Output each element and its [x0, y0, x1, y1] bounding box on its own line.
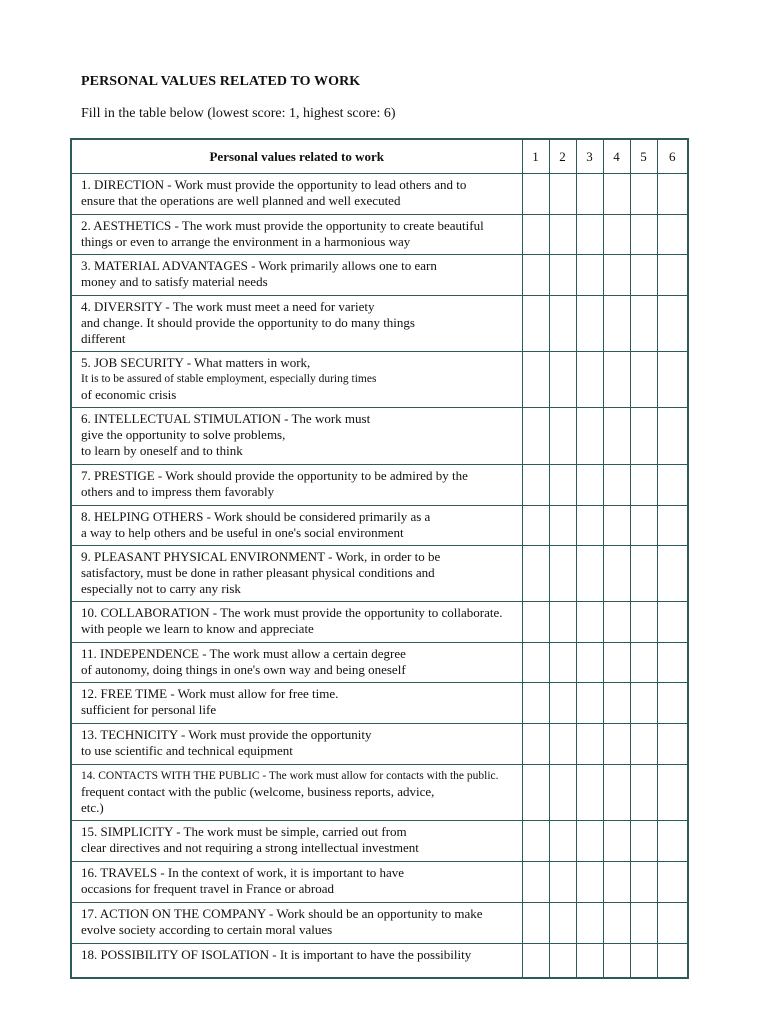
value-description-line: 5. JOB SECURITY - What matters in work, — [81, 355, 311, 370]
score-cell-1[interactable] — [522, 724, 549, 765]
score-cell-2[interactable] — [549, 862, 576, 903]
value-description-line: satisfactory, must be done in rather pleasant physical conditions and — [81, 565, 435, 580]
score-cell-4[interactable] — [603, 546, 630, 602]
value-description — [71, 255, 522, 296]
table-row — [71, 944, 688, 978]
table-row — [71, 296, 688, 352]
value-description-line: others and to impress them favorably — [81, 484, 275, 499]
value-description — [71, 215, 522, 255]
score-cell-4[interactable] — [603, 465, 630, 506]
value-description — [71, 765, 522, 821]
value-description — [71, 643, 522, 683]
table-row — [71, 465, 688, 506]
score-cell-1[interactable] — [522, 602, 549, 643]
value-description — [71, 465, 522, 506]
score-cell-4[interactable] — [603, 862, 630, 903]
score-cell-6[interactable] — [657, 821, 688, 862]
score-cell-3[interactable] — [576, 862, 603, 903]
value-description — [71, 408, 522, 465]
score-cell-2[interactable] — [549, 506, 576, 546]
score-cell-3[interactable] — [576, 683, 603, 724]
table-row — [71, 215, 688, 255]
score-cell-1[interactable] — [522, 821, 549, 862]
score-cell-2[interactable] — [549, 903, 576, 944]
table-row — [71, 821, 688, 862]
value-description-line: 3. MATERIAL ADVANTAGES - Work primarily allows one to earn — [81, 258, 437, 273]
value-description-line: It is to be assured of stable employment, especially during times — [81, 373, 377, 385]
score-cell-5[interactable] — [630, 465, 657, 506]
table-row — [71, 174, 688, 215]
score-cell-1[interactable] — [522, 683, 549, 724]
score-cell-5[interactable] — [630, 765, 657, 821]
score-cell-4[interactable] — [603, 255, 630, 296]
score-cell-3[interactable] — [576, 408, 603, 465]
value-description-line: 1. DIRECTION - Work must provide the opportunity to lead others and to — [81, 177, 467, 192]
score-cell-4[interactable] — [603, 174, 630, 215]
score-cell-1[interactable] — [522, 465, 549, 506]
value-description-line: 12. FREE TIME - Work must allow for free time. — [81, 686, 339, 701]
column-header-score-3: 3 — [576, 139, 603, 174]
score-cell-2[interactable] — [549, 465, 576, 506]
score-cell-1[interactable] — [522, 643, 549, 683]
value-description-line: 11. INDEPENDENCE - The work must allow a certain degree — [81, 646, 406, 661]
value-description-line: occasions for frequent travel in France or abroad — [81, 881, 335, 896]
value-description-line: 8. HELPING OTHERS - Work should be considered primarily as a — [81, 509, 431, 524]
score-cell-4[interactable] — [603, 506, 630, 546]
score-cell-2[interactable] — [549, 174, 576, 215]
score-cell-6[interactable] — [657, 296, 688, 352]
score-cell-4[interactable] — [603, 944, 630, 978]
score-cell-3[interactable] — [576, 546, 603, 602]
score-cell-4[interactable] — [603, 215, 630, 255]
value-description — [71, 903, 522, 944]
score-cell-3[interactable] — [576, 765, 603, 821]
score-cell-6[interactable] — [657, 724, 688, 765]
value-description-line: evolve society according to certain moral values — [81, 922, 333, 937]
value-description-line: clear directives and not requiring a strong intellectual investment — [81, 840, 419, 855]
score-cell-4[interactable] — [603, 724, 630, 765]
column-header-score-1: 1 — [522, 139, 549, 174]
score-cell-1[interactable] — [522, 174, 549, 215]
score-cell-6[interactable] — [657, 255, 688, 296]
score-cell-4[interactable] — [603, 643, 630, 683]
column-header-score-6: 6 — [657, 139, 688, 174]
value-description-line: 6. INTELLECTUAL STIMULATION - The work must — [81, 411, 371, 426]
value-description-line: 14. CONTACTS WITH THE PUBLIC - The work must allow for contacts with the public. — [81, 770, 499, 782]
value-description-line: and change. It should provide the opportunity to do many things — [81, 315, 415, 330]
score-cell-3[interactable] — [576, 821, 603, 862]
score-cell-5[interactable] — [630, 862, 657, 903]
score-cell-6[interactable] — [657, 602, 688, 643]
table-row — [71, 602, 688, 643]
score-cell-5[interactable] — [630, 506, 657, 546]
value-description-line: 16. TRAVELS - In the context of work, it is important to have — [81, 865, 405, 880]
value-description-line: 9. PLEASANT PHYSICAL ENVIRONMENT - Work, in order to be — [81, 549, 441, 564]
column-header-score-4: 4 — [603, 139, 630, 174]
value-description-line: frequent contact with the public (welcome, business reports, advice, — [81, 784, 435, 799]
column-header-score-5: 5 — [630, 139, 657, 174]
value-description — [71, 174, 522, 215]
table-row — [71, 408, 688, 465]
score-cell-6[interactable] — [657, 352, 688, 408]
score-cell-5[interactable] — [630, 546, 657, 602]
value-description-line: 2. AESTHETICS - The work must provide the opportunity to create beautiful — [81, 218, 484, 233]
score-cell-1[interactable] — [522, 408, 549, 465]
score-cell-3[interactable] — [576, 465, 603, 506]
value-description-line: etc.) — [81, 800, 104, 815]
column-header-score-2: 2 — [549, 139, 576, 174]
score-cell-5[interactable] — [630, 174, 657, 215]
score-cell-6[interactable] — [657, 944, 688, 978]
score-cell-4[interactable] — [603, 683, 630, 724]
table-row — [71, 352, 688, 408]
score-cell-6[interactable] — [657, 465, 688, 506]
score-cell-2[interactable] — [549, 546, 576, 602]
score-cell-5[interactable] — [630, 821, 657, 862]
value-description-line: 17. ACTION ON THE COMPANY - Work should be an opportunity to make — [81, 906, 483, 921]
score-cell-6[interactable] — [657, 643, 688, 683]
score-cell-2[interactable] — [549, 683, 576, 724]
score-cell-3[interactable] — [576, 724, 603, 765]
table-row — [71, 255, 688, 296]
score-cell-3[interactable] — [576, 352, 603, 408]
table-row — [71, 683, 688, 724]
value-description-line: to learn by oneself and to think — [81, 443, 243, 458]
table-row — [71, 643, 688, 683]
value-description — [71, 724, 522, 765]
score-cell-3[interactable] — [576, 296, 603, 352]
score-cell-3[interactable] — [576, 215, 603, 255]
score-cell-3[interactable] — [576, 643, 603, 683]
value-description-line: money and to satisfy material needs — [81, 274, 268, 289]
score-cell-5[interactable] — [630, 602, 657, 643]
score-cell-1[interactable] — [522, 352, 549, 408]
value-description — [71, 862, 522, 903]
score-cell-4[interactable] — [603, 903, 630, 944]
score-cell-5[interactable] — [630, 643, 657, 683]
score-cell-5[interactable] — [630, 352, 657, 408]
score-cell-1[interactable] — [522, 506, 549, 546]
score-cell-6[interactable] — [657, 215, 688, 255]
score-cell-5[interactable] — [630, 255, 657, 296]
score-cell-2[interactable] — [549, 724, 576, 765]
score-cell-1[interactable] — [522, 296, 549, 352]
score-cell-4[interactable] — [603, 408, 630, 465]
score-cell-6[interactable] — [657, 765, 688, 821]
value-description-line: especially not to carry any risk — [81, 581, 241, 596]
score-cell-3[interactable] — [576, 255, 603, 296]
value-description — [71, 683, 522, 724]
value-description — [71, 821, 522, 862]
table-row — [71, 724, 688, 765]
table-row — [71, 765, 688, 821]
score-cell-2[interactable] — [549, 821, 576, 862]
score-cell-4[interactable] — [603, 821, 630, 862]
score-cell-1[interactable] — [522, 255, 549, 296]
values-table — [70, 138, 689, 979]
value-description-line: 4. DIVERSITY - The work must meet a need for variety — [81, 299, 375, 314]
table-row — [71, 862, 688, 903]
score-cell-2[interactable] — [549, 352, 576, 408]
table-row — [71, 903, 688, 944]
value-description-line: of autonomy, doing things in one's own way and being oneself — [81, 662, 406, 677]
score-cell-3[interactable] — [576, 602, 603, 643]
value-description-line: a way to help others and be useful in one's social environment — [81, 525, 404, 540]
score-cell-2[interactable] — [549, 296, 576, 352]
value-description-line: 10. COLLABORATION - The work must provide the opportunity to collaborate. — [81, 605, 503, 620]
score-cell-2[interactable] — [549, 765, 576, 821]
score-cell-5[interactable] — [630, 944, 657, 978]
table-row — [71, 546, 688, 602]
value-description-line: ensure that the operations are well planned and well executed — [81, 193, 401, 208]
score-cell-1[interactable] — [522, 546, 549, 602]
value-description-line: different — [81, 331, 126, 346]
table-body — [71, 174, 688, 978]
score-cell-2[interactable] — [549, 255, 576, 296]
value-description — [71, 546, 522, 602]
value-description — [71, 296, 522, 352]
value-description — [71, 944, 522, 978]
score-cell-6[interactable] — [657, 174, 688, 215]
score-cell-5[interactable] — [630, 683, 657, 724]
score-cell-1[interactable] — [522, 765, 549, 821]
score-cell-6[interactable] — [657, 683, 688, 724]
score-cell-5[interactable] — [630, 903, 657, 944]
value-description-line: with people we learn to know and appreciate — [81, 621, 314, 636]
score-cell-2[interactable] — [549, 944, 576, 978]
score-cell-3[interactable] — [576, 174, 603, 215]
score-cell-5[interactable] — [630, 215, 657, 255]
score-cell-4[interactable] — [603, 296, 630, 352]
score-cell-5[interactable] — [630, 724, 657, 765]
column-header-values: Personal values related to work — [71, 139, 522, 174]
value-description-line: to use scientific and technical equipment — [81, 743, 293, 758]
page-title: PERSONAL VALUES RELATED TO WORK — [81, 74, 361, 89]
score-cell-2[interactable] — [549, 408, 576, 465]
score-cell-2[interactable] — [549, 215, 576, 255]
score-cell-3[interactable] — [576, 944, 603, 978]
value-description — [71, 506, 522, 546]
value-description — [71, 352, 522, 408]
score-cell-2[interactable] — [549, 602, 576, 643]
value-description-line: give the opportunity to solve problems, — [81, 427, 286, 442]
value-description-line: 18. POSSIBILITY OF ISOLATION - It is important to have the possibility — [81, 947, 472, 962]
score-cell-4[interactable] — [603, 765, 630, 821]
score-cell-1[interactable] — [522, 215, 549, 255]
score-cell-6[interactable] — [657, 506, 688, 546]
score-cell-1[interactable] — [522, 903, 549, 944]
score-cell-6[interactable] — [657, 546, 688, 602]
score-cell-3[interactable] — [576, 506, 603, 546]
score-cell-1[interactable] — [522, 862, 549, 903]
score-cell-4[interactable] — [603, 352, 630, 408]
score-cell-6[interactable] — [657, 862, 688, 903]
score-cell-1[interactable] — [522, 944, 549, 978]
table-header-row — [71, 139, 688, 174]
score-cell-4[interactable] — [603, 602, 630, 643]
value-description-line: things or even to arrange the environment in a harmonious way — [81, 234, 411, 249]
score-cell-6[interactable] — [657, 903, 688, 944]
value-description-line: 13. TECHNICITY - Work must provide the opportunity — [81, 727, 372, 742]
score-cell-6[interactable] — [657, 408, 688, 465]
score-cell-3[interactable] — [576, 903, 603, 944]
score-cell-5[interactable] — [630, 296, 657, 352]
score-cell-2[interactable] — [549, 643, 576, 683]
value-description-line: sufficient for personal life — [81, 702, 217, 717]
value-description — [71, 602, 522, 643]
score-cell-5[interactable] — [630, 408, 657, 465]
value-description-line: 15. SIMPLICITY - The work must be simple, carried out from — [81, 824, 407, 839]
value-description-line: 7. PRESTIGE - Work should provide the opportunity to be admired by the — [81, 468, 468, 483]
value-description-line: of economic crisis — [81, 387, 177, 402]
instructions-text: Fill in the table below (lowest score: 1, highest score: 6) — [81, 106, 396, 121]
table-row — [71, 506, 688, 546]
